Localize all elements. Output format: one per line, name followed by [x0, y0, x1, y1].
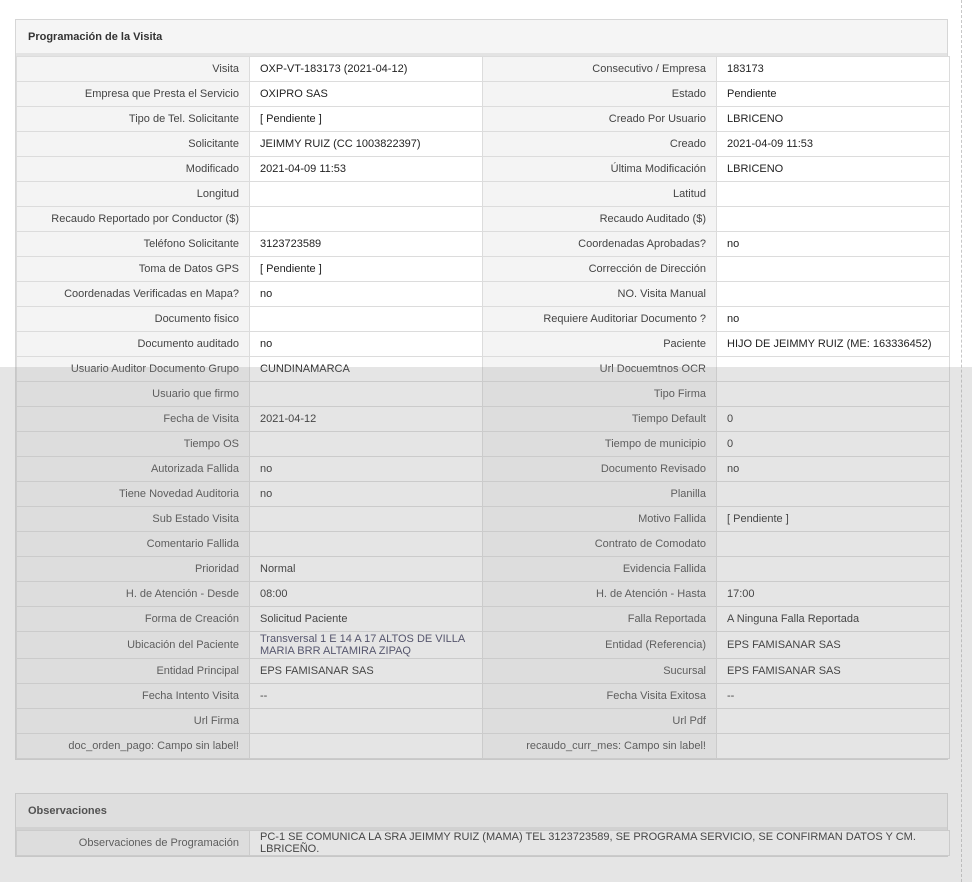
- field-label: Consecutivo / Empresa: [483, 57, 717, 82]
- field-label: Recaudo Reportado por Conductor ($): [17, 207, 250, 232]
- field-value: CUNDINAMARCA: [250, 357, 483, 382]
- field-value: [717, 282, 950, 307]
- field-value: 2021-04-12: [250, 407, 483, 432]
- page-border-dashed: [961, 0, 962, 882]
- field-value: no: [250, 332, 483, 357]
- field-value: [717, 257, 950, 282]
- field-value: Solicitud Paciente: [250, 607, 483, 632]
- field-value: [ Pendiente ]: [250, 107, 483, 132]
- field-label: Modificado: [17, 157, 250, 182]
- field-label: Documento auditado: [17, 332, 250, 357]
- field-value: no: [717, 457, 950, 482]
- field-label: Creado: [483, 132, 717, 157]
- field-value: --: [250, 684, 483, 709]
- field-label: Usuario que firmo: [17, 382, 250, 407]
- table-row: [17, 557, 950, 582]
- field-value: [250, 307, 483, 332]
- field-label: Autorizada Fallida: [17, 457, 250, 482]
- field-value: no: [250, 482, 483, 507]
- field-label: Teléfono Solicitante: [17, 232, 250, 257]
- table-row: [17, 357, 950, 382]
- field-label: Tiempo de municipio: [483, 432, 717, 457]
- field-label: Usuario Auditor Documento Grupo: [17, 357, 250, 382]
- field-value: [250, 432, 483, 457]
- field-value: [717, 532, 950, 557]
- field-value: Pendiente: [717, 82, 950, 107]
- field-value: [717, 182, 950, 207]
- field-value: 183173: [717, 57, 950, 82]
- table-row: [17, 734, 950, 759]
- field-label: NO. Visita Manual: [483, 282, 717, 307]
- field-value: [717, 557, 950, 582]
- field-label: Evidencia Fallida: [483, 557, 717, 582]
- field-value: [717, 382, 950, 407]
- field-value: [250, 507, 483, 532]
- field-label: Url Firma: [17, 709, 250, 734]
- field-value: A Ninguna Falla Reportada: [717, 607, 950, 632]
- field-label: Entidad (Referencia): [483, 632, 717, 659]
- table-row: [17, 632, 950, 659]
- field-value: [717, 482, 950, 507]
- field-label: Comentario Fallida: [17, 532, 250, 557]
- field-value: 0: [717, 432, 950, 457]
- panel-title: Programación de la Visita: [16, 20, 947, 56]
- table-row: [17, 207, 950, 232]
- field-value: no: [250, 457, 483, 482]
- field-value: [250, 734, 483, 759]
- field-value: 3123723589: [250, 232, 483, 257]
- table-row: [17, 57, 950, 82]
- table-row: [17, 182, 950, 207]
- field-label: Estado: [483, 82, 717, 107]
- field-label: Visita: [17, 57, 250, 82]
- field-value: LBRICENO: [717, 107, 950, 132]
- field-label: recaudo_curr_mes: Campo sin label!: [483, 734, 717, 759]
- table-row: [17, 457, 950, 482]
- table-row: [17, 607, 950, 632]
- field-label: Tiempo Default: [483, 407, 717, 432]
- field-label: H. de Atención - Hasta: [483, 582, 717, 607]
- field-value: [ Pendiente ]: [250, 257, 483, 282]
- field-label: Tipo de Tel. Solicitante: [17, 107, 250, 132]
- table-row: [17, 432, 950, 457]
- field-value: no: [250, 282, 483, 307]
- table-row: [17, 107, 950, 132]
- table-row: [17, 684, 950, 709]
- field-value: [250, 207, 483, 232]
- field-label: Corrección de Dirección: [483, 257, 717, 282]
- table-row: [17, 407, 950, 432]
- field-value: [717, 709, 950, 734]
- field-label: Ubicación del Paciente: [17, 632, 250, 659]
- field-value: Normal: [250, 557, 483, 582]
- table-row: [17, 132, 950, 157]
- field-value: [717, 207, 950, 232]
- table-row: [17, 332, 950, 357]
- field-value: HIJO DE JEIMMY RUIZ (ME: 163336452): [717, 332, 950, 357]
- field-value: 2021-04-09 11:53: [717, 132, 950, 157]
- field-label: Toma de Datos GPS: [17, 257, 250, 282]
- field-value: [ Pendiente ]: [717, 507, 950, 532]
- field-label: Documento Revisado: [483, 457, 717, 482]
- field-label: Motivo Fallida: [483, 507, 717, 532]
- field-value: JEIMMY RUIZ (CC 1003822397): [250, 132, 483, 157]
- field-value: Transversal 1 E 14 A 17 ALTOS DE VILLA MARIA BRR ALTAMIRA ZIPAQ: [250, 632, 483, 659]
- field-value: 08:00: [250, 582, 483, 607]
- field-value: 0: [717, 407, 950, 432]
- field-label: Solicitante: [17, 132, 250, 157]
- field-label: Planilla: [483, 482, 717, 507]
- table-row: [17, 709, 950, 734]
- field-label: Url Docuemtnos OCR: [483, 357, 717, 382]
- field-value: 17:00: [717, 582, 950, 607]
- field-label: Empresa que Presta el Servicio: [17, 82, 250, 107]
- field-value: --: [717, 684, 950, 709]
- field-value: EPS FAMISANAR SAS: [717, 632, 950, 659]
- table-row: [17, 831, 950, 856]
- field-label: Falla Reportada: [483, 607, 717, 632]
- field-value: no: [717, 307, 950, 332]
- field-label: Tipo Firma: [483, 382, 717, 407]
- field-label: Observaciones de Programación: [17, 831, 250, 856]
- field-value: [250, 532, 483, 557]
- observations-panel: [15, 793, 948, 857]
- table-row: [17, 659, 950, 684]
- field-label: Requiere Auditoriar Documento ?: [483, 307, 717, 332]
- field-label: Documento fisico: [17, 307, 250, 332]
- observations-title: Observaciones: [16, 794, 947, 830]
- table-row: [17, 82, 950, 107]
- field-value: EPS FAMISANAR SAS: [250, 659, 483, 684]
- field-value: LBRICENO: [717, 157, 950, 182]
- field-value: OXIPRO SAS: [250, 82, 483, 107]
- table-row: [17, 482, 950, 507]
- field-label: Contrato de Comodato: [483, 532, 717, 557]
- field-value: [250, 182, 483, 207]
- table-row: [17, 282, 950, 307]
- field-value: [250, 382, 483, 407]
- field-label: Fecha Visita Exitosa: [483, 684, 717, 709]
- field-label: Recaudo Auditado ($): [483, 207, 717, 232]
- field-value: [717, 734, 950, 759]
- table-row: [17, 582, 950, 607]
- field-label: Creado Por Usuario: [483, 107, 717, 132]
- visit-programming-panel: [15, 19, 948, 760]
- field-label: Prioridad: [17, 557, 250, 582]
- field-label: Tiempo OS: [17, 432, 250, 457]
- table-row: [17, 507, 950, 532]
- field-label: Tiene Novedad Auditoria: [17, 482, 250, 507]
- field-label: Forma de Creación: [17, 607, 250, 632]
- field-label: Sub Estado Visita: [17, 507, 250, 532]
- field-value: no: [717, 232, 950, 257]
- table-row: [17, 257, 950, 282]
- field-label: H. de Atención - Desde: [17, 582, 250, 607]
- table-row: [17, 157, 950, 182]
- field-label: Sucursal: [483, 659, 717, 684]
- field-value: OXP-VT-183173 (2021-04-12): [250, 57, 483, 82]
- field-label: Paciente: [483, 332, 717, 357]
- field-label: Latitud: [483, 182, 717, 207]
- visit-details-table: [16, 56, 950, 759]
- field-label: Fecha de Visita: [17, 407, 250, 432]
- field-label: Fecha Intento Visita: [17, 684, 250, 709]
- field-label: Entidad Principal: [17, 659, 250, 684]
- field-label: Url Pdf: [483, 709, 717, 734]
- field-label: Coordenadas Aprobadas?: [483, 232, 717, 257]
- field-value: 2021-04-09 11:53: [250, 157, 483, 182]
- field-label: Coordenadas Verificadas en Mapa?: [17, 282, 250, 307]
- table-row: [17, 307, 950, 332]
- table-row: [17, 232, 950, 257]
- field-label: doc_orden_pago: Campo sin label!: [17, 734, 250, 759]
- field-value: EPS FAMISANAR SAS: [717, 659, 950, 684]
- field-value: PC-1 SE COMUNICA LA SRA JEIMMY RUIZ (MAMA) TEL 3123723589, SE PROGRAMA SERVICIO, SE CONFIRMAN DATOS Y CM. LBRICEÑO.: [250, 831, 950, 856]
- observations-table: [16, 830, 950, 856]
- field-label: Longitud: [17, 182, 250, 207]
- field-label: Última Modificación: [483, 157, 717, 182]
- field-value: [250, 709, 483, 734]
- table-row: [17, 382, 950, 407]
- table-row: [17, 532, 950, 557]
- field-value: [717, 357, 950, 382]
